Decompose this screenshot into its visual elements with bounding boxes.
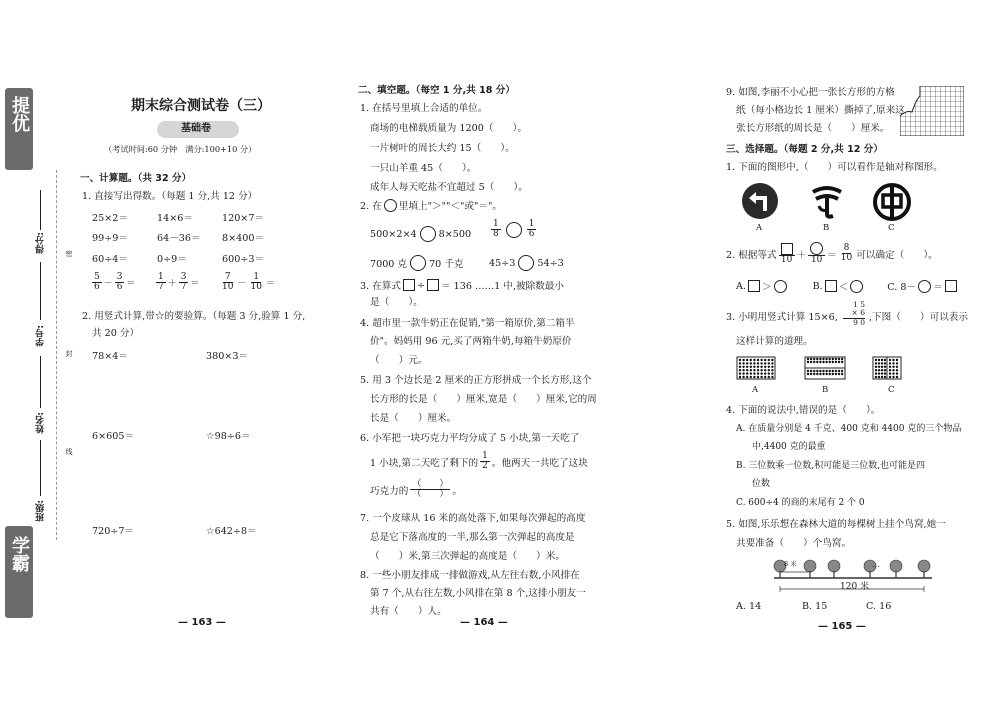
array-dot	[807, 373, 809, 375]
array-dot	[825, 361, 827, 363]
array-dot	[739, 359, 741, 361]
array-dot	[819, 358, 821, 360]
q8-line: 共有（ ）人。	[370, 606, 447, 617]
array-dot	[829, 370, 831, 372]
array-dot	[889, 359, 891, 361]
array-dot	[896, 369, 898, 371]
compare-item: 7000 克 70 千克	[370, 255, 464, 271]
array-dot	[835, 370, 837, 372]
array-dot	[819, 370, 821, 372]
q3-prompt-cont: 是（ ）。	[370, 297, 423, 308]
q3-prompt: 3. 在算式 ÷ ＝ 136 ……1 中,被除数最小	[360, 279, 564, 292]
compare-circle-icon	[410, 255, 426, 271]
q3-prompt: 3. 小明用竖式计算 15×6,	[726, 312, 838, 323]
q4-option: A. 在质量分别是 4 千克、400 克和 4400 克的三个物品	[736, 424, 962, 434]
array-dot	[838, 370, 840, 372]
badge-tiyou: 提优	[5, 88, 33, 170]
page-number-164: — 164 —	[460, 617, 508, 628]
array-dot	[878, 372, 880, 374]
compare-item: 45÷3 54÷3	[489, 255, 564, 271]
array-dot	[835, 358, 837, 360]
array-dot	[881, 376, 883, 378]
array-dot	[810, 358, 812, 360]
q4-option-cont: 中,4400 克的最重	[752, 442, 826, 452]
array-dot	[825, 358, 827, 360]
array-dot	[760, 369, 762, 371]
array-dot	[810, 361, 812, 363]
array-dot	[875, 366, 877, 368]
array-dot	[760, 366, 762, 368]
q5-option: A. 14	[736, 601, 762, 612]
array-dot	[768, 366, 770, 368]
compare-circle-icon	[420, 226, 436, 242]
array-dot	[750, 369, 752, 371]
fill-line: 一只山羊重 45（ ）。	[370, 163, 477, 174]
array-dot	[742, 359, 744, 361]
option-label: B	[822, 385, 829, 395]
calc-item: 14×6＝	[157, 213, 193, 224]
array-dot	[838, 358, 840, 360]
array-dot	[878, 369, 880, 371]
array-dot	[760, 362, 762, 364]
q4-option: B. 三位数乘一位数,积可能是三位数,也可能是四	[736, 461, 926, 471]
array-dot	[760, 376, 762, 378]
array-dot	[739, 366, 741, 368]
frac-expr-1: $\frac{5}{6}$ － $\frac{3}{6}$ ＝	[94, 272, 136, 293]
vertical-calc: 6×605＝	[92, 431, 135, 442]
array-dot	[889, 369, 891, 371]
q9-line: 纸（每小格边长 1 厘米）撕掉了,原来这	[736, 105, 905, 116]
array-dot	[881, 362, 883, 364]
array-dot	[822, 373, 824, 375]
student-id-label: 学号:	[36, 325, 46, 347]
page-title: 期末综合测试卷（三）	[131, 98, 271, 114]
array-dot	[753, 362, 755, 364]
array-dot	[750, 359, 752, 361]
option-label: B	[823, 223, 830, 233]
q6-line: 1 小块,第二天吃了剩下的 $\frac{1}{2}$ 。他两天一共吃了这块	[370, 451, 588, 472]
array-dot	[746, 376, 748, 378]
seal-mark-xian: 线	[65, 448, 73, 455]
array-dot	[746, 372, 748, 374]
q4-line: （ ）元。	[370, 355, 428, 366]
ellipsis: …	[872, 560, 880, 569]
q1-prompt: 1. 在括号里填上合适的单位。	[360, 103, 488, 114]
array-dot	[896, 362, 898, 364]
array-dot	[746, 366, 748, 368]
q9-line: 张长方形纸的周长是（ ）厘米。	[736, 123, 890, 134]
vertical-multiplication: 1 5 × 6 9 0	[843, 301, 865, 327]
q3-prompt-cont: 这样计算的道理。	[736, 336, 813, 347]
q5-option: B. 15	[802, 601, 828, 612]
array-dot	[822, 361, 824, 363]
compare-circle-icon	[384, 199, 397, 212]
bank-logo-icon	[872, 182, 912, 222]
name-label: 姓名:	[36, 412, 46, 434]
array-dot	[757, 362, 759, 364]
array-dot	[768, 376, 770, 378]
class-label: 班级:	[36, 500, 46, 522]
array-dot	[813, 361, 815, 363]
q3-prompt-cont: ,下图（ ）可以表示	[869, 312, 968, 323]
array-dot	[832, 370, 834, 372]
array-dot	[764, 366, 766, 368]
array-dot	[892, 366, 894, 368]
array-dot	[875, 362, 877, 364]
array-dot	[810, 373, 812, 375]
section-3-heading: 三、选择题。（每题 2 分,共 12 分）	[726, 144, 883, 155]
array-dot	[838, 361, 840, 363]
calc-item: 25×2＝	[92, 213, 128, 224]
array-dot	[757, 376, 759, 378]
array-dot	[764, 376, 766, 378]
array-dot	[760, 359, 762, 361]
array-dot	[816, 370, 818, 372]
array-dot	[889, 372, 891, 374]
fill-line: 成年人每天吃盐不宜超过 5（ ）。	[370, 182, 528, 193]
array-dot	[742, 366, 744, 368]
vertical-calc: 78×4＝	[92, 351, 128, 362]
array-dot	[757, 366, 759, 368]
turn-left-sign-icon	[741, 182, 779, 220]
array-dot	[884, 359, 886, 361]
distance-label-small: 8 米	[784, 560, 797, 568]
score-line	[40, 190, 41, 230]
array-dot	[764, 369, 766, 371]
q2-prompt: 2. 在 里填上"＞""＜"或"＝"。	[360, 198, 502, 212]
array-dot	[881, 372, 883, 374]
array-dot	[764, 359, 766, 361]
fill-line: 一片树叶的周长大约 15（ ）。	[370, 143, 515, 154]
option-label: C	[888, 223, 895, 233]
q1-prompt: 1. 直接写出得数。（每题 1 分,共 12 分）	[82, 191, 258, 202]
array-dot	[892, 376, 894, 378]
seal-dashed-line	[56, 170, 57, 540]
array-dot	[819, 361, 821, 363]
q2-prompt-cont: 共 20 分）	[92, 328, 140, 339]
calc-item: 0÷9＝	[157, 254, 187, 265]
id-line	[40, 262, 41, 320]
array-dot	[771, 376, 773, 378]
array-dot	[832, 361, 834, 363]
array-dot	[822, 358, 824, 360]
array-dot	[829, 373, 831, 375]
array-dot	[889, 362, 891, 364]
array-dot	[768, 369, 770, 371]
array-dot	[807, 370, 809, 372]
badge-xueba: 学霸	[5, 526, 33, 618]
array-dot	[739, 362, 741, 364]
section-2-heading: 二、填空题。（每空 1 分,共 18 分）	[358, 85, 515, 96]
q7-line: 7. 一个皮球从 16 米的高处落下,如果每次弹起的高度	[360, 513, 586, 524]
q5-line: 长是（ ）厘米。	[370, 413, 457, 424]
array-dot	[771, 359, 773, 361]
array-dot	[757, 359, 759, 361]
array-dot	[813, 370, 815, 372]
array-dot	[771, 369, 773, 371]
calc-item: 64－36＝	[157, 233, 201, 244]
array-dot	[764, 362, 766, 364]
array-dot	[768, 372, 770, 374]
array-dot	[889, 376, 891, 378]
q1-prompt: 1. 下面的图形中,（ ）可以看作是轴对称图形。	[726, 162, 943, 173]
array-dot	[771, 362, 773, 364]
q6-line: 巧克力的 $\frac{( )}{( )}$ 。	[370, 479, 462, 500]
q8-line: 第 7 个,从右往左数,小风排在第 8 个,这排小朋友一	[370, 588, 586, 599]
array-dot	[750, 376, 752, 378]
array-dot	[753, 376, 755, 378]
array-dot	[739, 372, 741, 374]
array-dot	[841, 361, 843, 363]
torn-grid-paper-figure	[900, 86, 964, 136]
blank-box-icon	[427, 279, 439, 291]
array-dot	[771, 372, 773, 374]
array-dot	[810, 370, 812, 372]
china-telecom-logo-icon	[807, 182, 847, 222]
calc-item: 600÷3＝	[222, 254, 265, 265]
blank-box-icon	[403, 279, 415, 291]
score-label: 得分:	[36, 232, 46, 254]
calc-item: 120×7＝	[222, 213, 265, 224]
array-dot	[746, 359, 748, 361]
array-dot	[753, 359, 755, 361]
compare-circle-icon	[518, 255, 534, 271]
array-dot	[742, 362, 744, 364]
page-number-163: — 163 —	[178, 617, 226, 628]
q7-line: 总是它下落高度的一半,那么第一次弹起的高度是	[370, 532, 575, 543]
array-dot	[750, 366, 752, 368]
array-dot	[832, 358, 834, 360]
exam-meta: （考试时间:60 分钟 满分:100+10 分）	[104, 144, 257, 154]
array-dot	[825, 373, 827, 375]
name-line	[40, 356, 41, 408]
vertical-calc: ☆642÷8＝	[206, 526, 257, 537]
q7-line: （ ）米,第三次弹起的高度是（ ）米。	[370, 551, 565, 562]
array-dot	[896, 376, 898, 378]
dot-array-figures	[735, 355, 905, 383]
q8-line: 8. 一些小朋友排成一排做游戏,从左往右数,小风排在	[360, 570, 580, 581]
fill-line: 商场的电梯载质量为 1200（ ）。	[370, 123, 527, 134]
array-dot	[829, 358, 831, 360]
array-dot	[822, 370, 824, 372]
q2-options: A. ＞ B. ＜ C. 8－ ＝	[736, 279, 959, 293]
array-dot	[764, 372, 766, 374]
calc-item: 99÷9＝	[92, 233, 128, 244]
array-dot	[884, 369, 886, 371]
array-dot	[878, 362, 880, 364]
calc-item: 8×400＝	[222, 233, 265, 244]
array-dot	[825, 370, 827, 372]
array-dot	[760, 372, 762, 374]
seal-mark-mi: 密	[65, 250, 73, 257]
array-dot	[757, 369, 759, 371]
array-dot	[889, 366, 891, 368]
q6-line: 6. 小军把一块巧克力平均分成了 5 小块,第一天吃了	[360, 433, 580, 444]
array-dot	[832, 373, 834, 375]
array-dot	[896, 359, 898, 361]
section-1-heading: 一、计算题。（共 32 分）	[80, 173, 192, 184]
q4-option: C. 600÷4 的商的末尾有 2 个 0	[736, 498, 865, 508]
array-dot	[838, 373, 840, 375]
option-label: A	[756, 223, 763, 233]
array-dot	[881, 366, 883, 368]
array-dot	[750, 372, 752, 374]
compare-circle-icon	[506, 222, 522, 238]
vertical-calc: 720÷7＝	[92, 526, 135, 537]
array-dot	[813, 373, 815, 375]
array-dot	[750, 362, 752, 364]
array-dot	[829, 361, 831, 363]
q4-line: 价"。妈妈用 96 元,买了两箱牛奶,每箱牛奶原价	[370, 336, 572, 347]
array-dot	[753, 369, 755, 371]
array-dot	[742, 372, 744, 374]
array-dot	[875, 376, 877, 378]
array-dot	[878, 366, 880, 368]
array-dot	[816, 373, 818, 375]
q5-line: 5. 用 3 个边长是 2 厘米的正方形拼成一个长方形,这个	[360, 375, 592, 386]
array-dot	[841, 358, 843, 360]
array-dot	[739, 376, 741, 378]
vertical-calc: 380×3＝	[206, 351, 249, 362]
array-dot	[807, 361, 809, 363]
array-dot	[835, 373, 837, 375]
array-dot	[892, 372, 894, 374]
seal-mark-feng: 封	[65, 350, 73, 357]
compare-item: 500×2×4 8×500	[370, 226, 471, 242]
q5-option: C. 16	[866, 601, 892, 612]
class-line	[40, 440, 41, 496]
array-dot	[881, 359, 883, 361]
array-dot	[816, 358, 818, 360]
q5-line: 5. 如图,乐乐想在森林大道的每棵树上挂个鸟窝,她一	[726, 519, 946, 530]
q5-line: 共要准备（ ）个鸟窝。	[736, 538, 852, 549]
array-dot	[742, 376, 744, 378]
distance-label-big: 120 米	[840, 582, 870, 592]
array-dot	[739, 369, 741, 371]
array-dot	[875, 359, 877, 361]
q2-prompt: 2. 根据等式 10 ＋ 10 ＝ $\frac{8}{10}$ 可以确定（ ）。	[726, 242, 938, 265]
frac-expr-3: $\frac{7}{10}$ － $\frac{1}{10}$ ＝	[222, 272, 275, 293]
q4-option-cont: 位数	[752, 479, 771, 489]
array-dot	[875, 372, 877, 374]
array-dot	[835, 361, 837, 363]
array-dot	[875, 369, 877, 371]
q9-line: 9. 如图,李丽不小心把一张长方形的方格	[726, 87, 895, 98]
q5-line: 长方形的长是（ ）厘米,宽是（ ）厘米,它的周	[370, 394, 597, 405]
array-dot	[884, 376, 886, 378]
vertical-calc: ☆98÷6＝	[206, 431, 251, 442]
difficulty-badge: 基础卷	[157, 121, 239, 138]
q2-prompt: 2. 用竖式计算,带☆的要验算。（每题 3 分,验算 1 分,	[82, 311, 306, 322]
array-dot	[884, 362, 886, 364]
array-dot	[753, 366, 755, 368]
option-label: A	[752, 385, 759, 395]
compare-item: $\frac{1}{8}$ $\frac{1}{6}$	[493, 219, 535, 240]
q4-line: 4. 超市里一款牛奶正在促销,"第一箱原价,第二箱半	[360, 318, 575, 329]
array-dot	[819, 373, 821, 375]
array-dot	[816, 361, 818, 363]
array-dot	[841, 370, 843, 372]
array-dot	[878, 376, 880, 378]
page-number-165: — 165 —	[818, 621, 866, 632]
frac-expr-2: $\frac{1}{7}$ ＋ $\frac{3}{7}$ ＝	[158, 272, 200, 293]
array-dot	[884, 372, 886, 374]
array-dot	[771, 366, 773, 368]
option-label: C	[888, 385, 895, 395]
array-dot	[892, 359, 894, 361]
array-dot	[757, 372, 759, 374]
array-dot	[896, 366, 898, 368]
array-dot	[807, 358, 809, 360]
array-dot	[768, 362, 770, 364]
array-dot	[746, 369, 748, 371]
array-dot	[881, 369, 883, 371]
array-dot	[878, 359, 880, 361]
calc-item: 60÷4＝	[92, 254, 128, 265]
array-dot	[884, 366, 886, 368]
array-dot	[896, 372, 898, 374]
array-dot	[892, 369, 894, 371]
array-dot	[892, 362, 894, 364]
array-dot	[742, 369, 744, 371]
array-dot	[753, 372, 755, 374]
array-dot	[813, 358, 815, 360]
array-dot	[768, 359, 770, 361]
array-dot	[841, 373, 843, 375]
array-dot	[746, 362, 748, 364]
q4-prompt: 4. 下面的说法中,错误的是（ ）。	[726, 405, 881, 416]
